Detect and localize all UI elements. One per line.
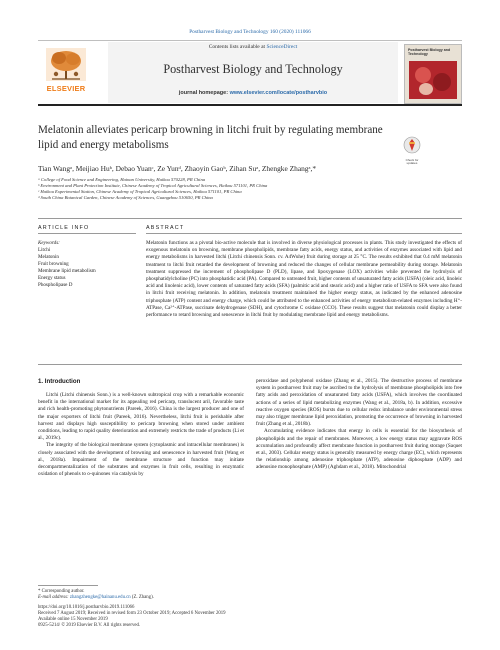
affiliation-c: ᶜ Haikou Experimental Station, Chinese Academy of Tropical Agricultural Sciences, Haikou 571101, PR China	[38, 189, 242, 194]
contents-prefix: Contents lists available at	[208, 44, 267, 50]
intro-right-column	[256, 378, 462, 472]
keyword-item: Phospholipase D	[38, 282, 73, 288]
crossmark-label: Check for updates	[405, 158, 419, 166]
intro-paragraph: peroxidase and polyphenol oxidase (Zhang et al., 2015). The destructive process of membrane system in postharvest fruit may be ascribed to the hydrolysis of membrane phospholipids into free fatty acids and peroxidation of unsaturated fatty acids (USFA), which involves the coordinated actions of a series of lipid metabolizing enzymes (Wang et al., 2018a, b). In addition, excessive reactive oxygen species (ROS) bursts due to cellular redox imbalance under environmental stress may also trigger membrane lipid peroxidation, promoting the occurrence of browning in harvested fruit (Zhang et al., 2018b).	[256, 378, 462, 428]
article-info-rule	[38, 233, 136, 234]
copyright-line: 0925-5214/ © 2019 Elsevier B.V. All rights reserved.	[38, 623, 141, 628]
journal-homepage	[108, 90, 398, 96]
journal-citation[interactable]: Postharvest Biology and Technology 160 (2020) 111066	[189, 29, 311, 35]
footnote-rule	[38, 585, 98, 586]
abstract-text: Melatonin functions as a pivotal bio-active molecule that is involved in diverse physiological processes in plants. This study investigated the effects of exogenous melatonin on browning, membrane phospholipids, membrane fatty acids, energy status, and activities of enzymes associated with lipid and energy metabolisms in harvested litchi (Litchi chinensis Sonn. cv. A4Wuhe) fruit during storage at 25 °C. The results exhibited that 0.4 mM melatonin treatment to litchi fruit retarded the development of browning and reduced the changes of cellular membrane permeability during storage. Melatonin treatment suppressed the increment of phospholipase D (PLD), lipase, and lipoxygenase (LOX) activities while prevented the hydrolysis of phosphatidylcholine (PC) into phosphatidic acid (PA). Compared to untreated fruit, higher contents of unsaturated fatty acids (USFA) (oleic acid, linoleic acid and linolenic acid), lower contents of saturated fatty acids (SFA) (palmitic acid and stearic acid) and a higher ratio of USFA to SFA were also found in litchi fruit receiving melatonin. In addition, melatonin treatment maintained the higher energy status, as indicated by the enhanced adenosine triphosphate (ATP) content and energy charge, which could be attributed to the enhanced activities of energy metabolism-related enzymes including H⁺-ATPase, Ca²⁺-ATPase, succinate dehydrogenase (SDH), and cytochrome C oxidase (CCO). These results suggest that melatonin could display a better performance to retard browning and senescence in litchi fruit by modulating membrane lipid and energy metabolisms.	[146, 240, 462, 318]
keyword-item: Fruit browning	[38, 261, 69, 267]
keyword-item: Energy status	[38, 275, 66, 281]
introduction-heading: 1. Introduction	[38, 378, 81, 385]
abstract-divider	[38, 364, 462, 365]
keyword-item: Melatonin	[38, 254, 59, 260]
elsevier-tree-logo	[46, 48, 86, 81]
sciencedirect-link[interactable]: ScienceDirect	[266, 44, 298, 50]
author-list: Tian Wangᵃ, Meijiao Huᵇ, Debao Yuanᶜ, Ze Yunᵈ, Zhaoyin Gaoᵇ, Zihan Suᵃ, Zhengke Zhangᵃ,*	[38, 164, 317, 173]
abstract-heading: ABSTRACT	[146, 225, 185, 231]
doi-link[interactable]: https://doi.org/10.1016/j.postharvbio.2019.111066	[38, 605, 135, 610]
publisher-logo-text: ELSEVIER	[46, 84, 86, 93]
affiliation-a: ᵃ College of Food Science and Engineering, Hainan University, Haikou 570228, PR China	[38, 177, 206, 182]
crossmark-badge[interactable]	[403, 136, 421, 166]
available-online: Available online 15 November 2019	[38, 617, 108, 622]
cover-image	[409, 61, 457, 99]
contents-line	[108, 44, 398, 50]
cover-title: Postharvest Biology and Technology	[408, 48, 451, 57]
journal-name[interactable]: Postharvest Biology and Technology	[163, 62, 343, 76]
intro-left-column	[38, 392, 244, 478]
crossmark-icon	[403, 136, 421, 154]
email-line	[38, 595, 248, 601]
affiliation-d: ᵈ South China Botanical Garden, Chinese Academy of Sciences, Guangzhou 510650, PR China	[38, 195, 213, 200]
journal-cover-thumbnail[interactable]	[404, 44, 462, 104]
homepage-link[interactable]: www.elsevier.com/locate/postharvbio	[229, 90, 328, 96]
keyword-item: Litchi	[38, 247, 51, 253]
email-suffix: (Z. Zhang).	[130, 595, 154, 600]
abstract-rule	[146, 233, 462, 234]
keywords-label: Keywords:	[38, 240, 60, 246]
article-title: Melatonin alleviates pericarp browning in litchi fruit by regulating membrane lipid and energy metabolisms	[38, 124, 383, 151]
corresponding-author-note: * Corresponding author.	[38, 589, 85, 594]
received-dates: Received 7 August 2019; Received in revised form 23 October 2019; Accepted 6 November 2019	[38, 611, 226, 616]
email-prefix: E-mail address:	[38, 595, 70, 600]
header-divider	[38, 218, 462, 219]
affiliation-b: ᵇ Environment and Plant Protection Institute, Chinese Academy of Tropical Agricultural Sciences, Haikou 571101, PR China	[38, 183, 268, 188]
article-info-heading: ARTICLE INFO	[38, 225, 90, 231]
intro-paragraph: Litchi (Litchi chinensis Sonn.) is a well-known subtropical crop with a remarkable economic benefit in the international market for its appealing red pericarp, translucent aril, favorable taste and rich health-promoting phytonutrients (Pareek, 2016). China is the largest producer and one of the major exporters of litchi fruit (Pareek, 2016). Nevertheless, litchi fruit is perishable after harvest and displays high susceptibility to pericarp browning when stored under ambient conditions, leading to rapid quality deterioration and extremely restricts the trade of products (Li et al., 2019c).	[38, 392, 244, 442]
intro-paragraph: The integrity of the biological membrane system (cytoplasmic and intracellular membranes) is closely associated with the development of browning and senescence in harvested fruit (Wang et al., 2018a). Impairment of the membrane structure and function may initiate decompartmentalization of the substrates and enzymes in fruit cells, resulting in enzymatic oxidation of phenols to o-quinones via catalysis by	[38, 442, 244, 478]
intro-paragraph: Accumulating evidence indicates that energy in cells is essential for the biosynthesis of phospholipids and the repair of membranes. Moreover, a low energy status may aggravate ROS accumulation and profoundly affect membrane function in postharvest fruit during storage (Saquet et al., 2003). Cellular energy status is generally measured by energy charge (EC), which represents the relationship among adenosine triphosphate (ATP), adenosine diphosphate (ADP) and adenosine monophosphate (AMP) (Aghdam et al., 2018). Mitochondrial	[256, 428, 462, 471]
homepage-prefix: journal homepage:	[178, 90, 230, 96]
email-link[interactable]: zhangzhengke@hainanu.edu.cn	[69, 595, 131, 600]
keyword-item: Membrane lipid metabolism	[38, 268, 96, 274]
